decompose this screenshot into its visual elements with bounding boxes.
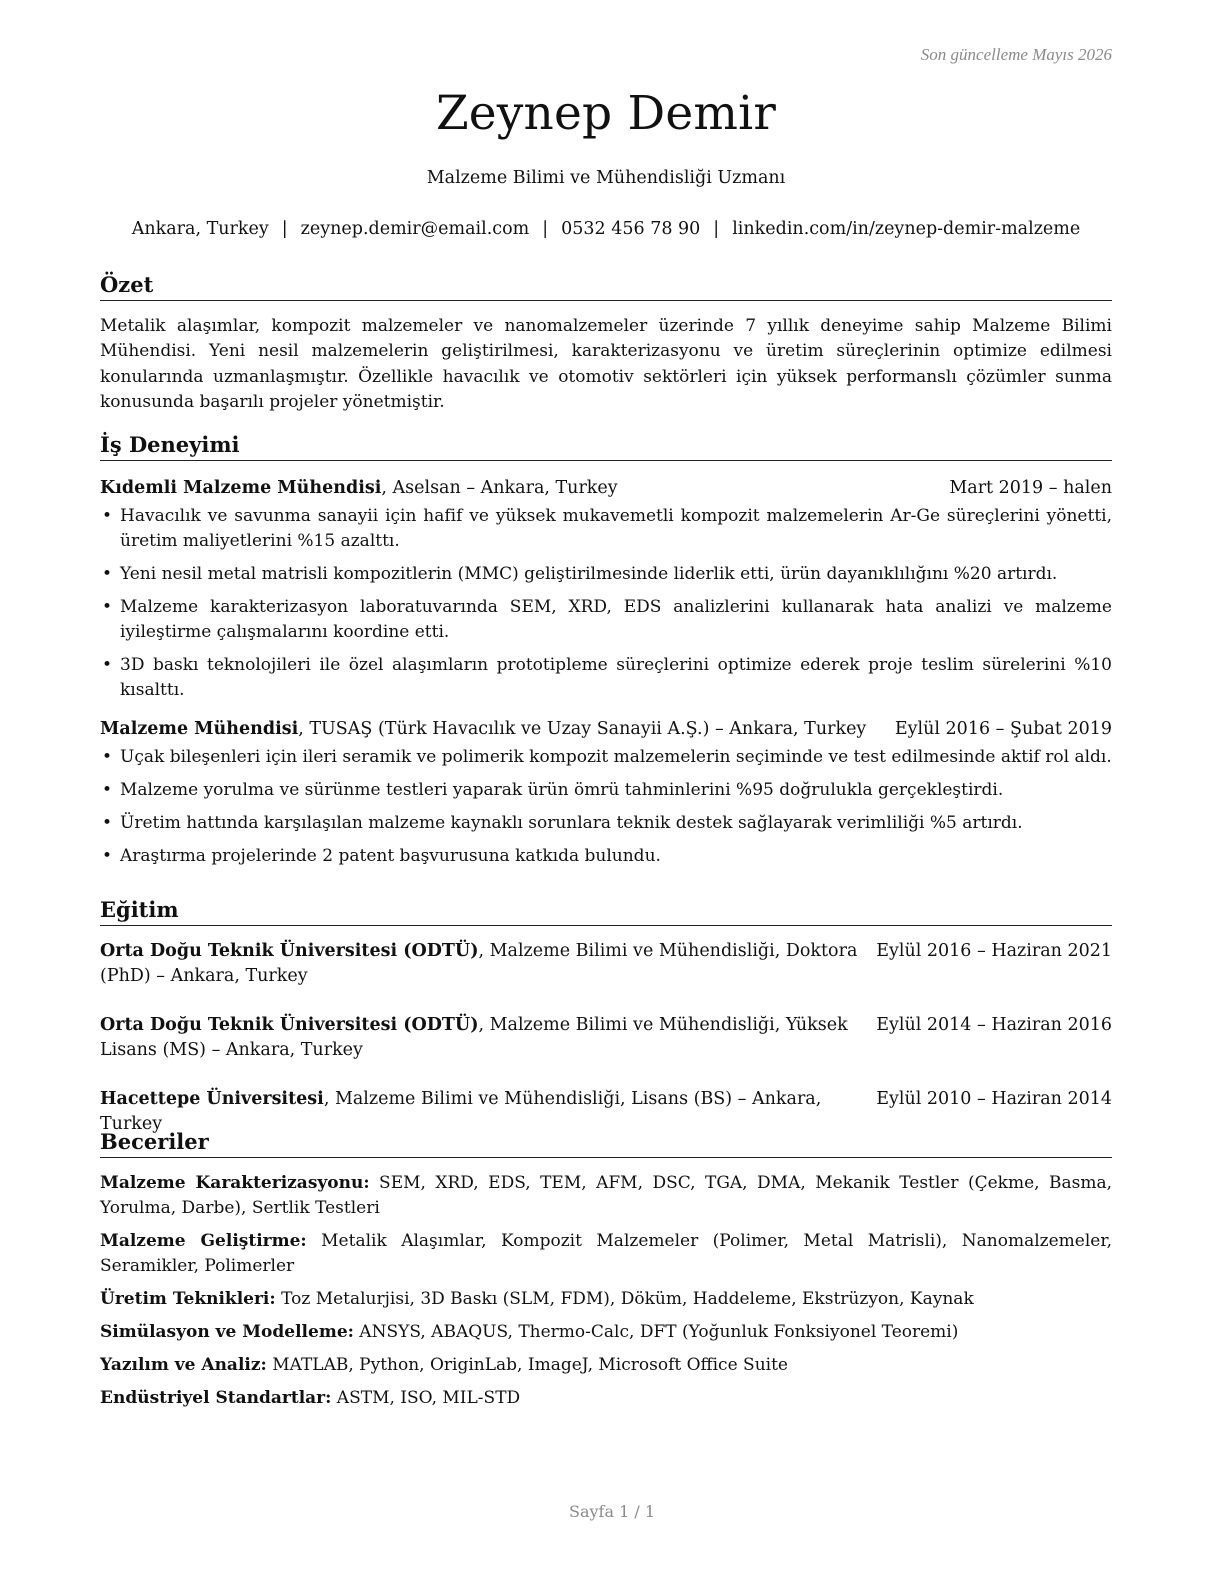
education-detail: , Malzeme Bilimi ve Mühendisliği, Lisans (BS) – Ankara, Turkey [100, 1089, 822, 1134]
skill-label: Yazılım ve Analiz: [100, 1355, 267, 1375]
job-role: Malzeme Mühendisi [100, 719, 299, 739]
skill-row [100, 1171, 1112, 1221]
skill-value: Metalik Alaşımlar, Kompozit Malzemeler (Polimer, Metal Matrisli), Nanomalzemeler, Seramikler, Polimerler [100, 1231, 1113, 1276]
job-bullet: • 3D baskı teknolojileri ile özel alaşımların prototipleme süreçlerini optimize ederek proje teslim sürelerini %10 kısalttı. [100, 653, 1112, 703]
section-title-experience: İş Deneyimi [100, 432, 1112, 461]
job-entry [100, 476, 1112, 703]
job-bullet: • Havacılık ve savunma sanayii için hafif ve yüksek mukavemetli kompozit malzemelerin Ar-Ge süreçlerini yönetti, üretim maliyetlerini %15 azalttı. [100, 504, 1112, 554]
skill-row [100, 1229, 1112, 1279]
skills-list [100, 1171, 1112, 1411]
skill-value: ASTM, ISO, MIL-STD [331, 1388, 521, 1408]
job-bullet: • Malzeme yorulma ve sürünme testleri yaparak ürün ömrü tahminlerini %95 doğrulukla gerçekleştirdi. [100, 778, 1112, 803]
skill-row [100, 1386, 1112, 1411]
experience-section [100, 432, 1112, 877]
job-dates: Mart 2019 – halen [949, 478, 1112, 498]
job-role: Kıdemli Malzeme Mühendisi [100, 478, 382, 498]
education-school: Orta Doğu Teknik Üniversitesi (ODTÜ) [100, 941, 479, 961]
person-name: Zeynep Demir [435, 86, 777, 141]
job-header [100, 476, 1112, 500]
contact-line [100, 219, 1112, 239]
section-title-education: Eğitim [100, 897, 1112, 926]
skill-label: Endüstriyel Standartlar: [100, 1388, 332, 1408]
job-bullets [100, 745, 1112, 869]
contact-email[interactable]: zeynep.demir@email.com [300, 219, 530, 239]
skill-value: ANSYS, ABAQUS, Thermo-Calc, DFT (Yoğunluk Fonksiyonel Teoremi) [353, 1322, 959, 1342]
last-updated: Son güncelleme Mayıs 2026 [920, 45, 1112, 64]
education-detail: , Malzeme Bilimi ve Mühendisliği, Doktora (PhD) – Ankara, Turkey [100, 941, 858, 986]
summary-text: Metalik alaşımlar, kompozit malzemeler ve nanomalzemeler üzerinde 7 yıllık deneyime sahip Malzeme Bilimi Mühendisi. Yeni nesil malzemelerin geliştirilmesi, karakterizasyonu ve üretim süreçlerinin optimize edilmesi konularında uzmanlaşmıştır. Özellikle havacılık ve otomotiv sektörleri için yüksek performanslı çözümler sunma konusunda başarılı projeler yönetmiştir. [100, 316, 1112, 412]
education-school: Orta Doğu Teknik Üniversitesi (ODTÜ) [100, 1015, 479, 1035]
skill-row [100, 1353, 1112, 1378]
skill-label: Üretim Teknikleri: [100, 1289, 276, 1309]
job-header [100, 717, 1112, 741]
contact-phone: 0532 456 78 90 [561, 219, 701, 239]
job-bullet: • Araştırma projelerinde 2 patent başvurusuna katkıda bulundu. [100, 844, 1112, 869]
contact-separator: | [542, 219, 549, 239]
education-dates: Eylül 2016 – Haziran 2021 [876, 941, 1112, 961]
skill-value: MATLAB, Python, OriginLab, ImageJ, Microsoft Office Suite [266, 1355, 788, 1375]
job-org: , TUSAŞ (Türk Havacılık ve Uzay Sanayii A.Ş.) – Ankara, Turkey [298, 719, 867, 739]
education-entry [100, 1013, 1112, 1063]
skill-label: Simülasyon ve Modelleme: [100, 1322, 354, 1342]
education-entry [100, 939, 1112, 989]
summary-section [100, 272, 1112, 415]
contact-linkedin[interactable]: linkedin.com/in/zeynep-demir-malzeme [732, 219, 1081, 239]
education-dates: Eylül 2014 – Haziran 2016 [876, 1015, 1112, 1035]
job-bullet: • Yeni nesil metal matrisli kompozitlerin (MMC) geliştirilmesinde liderlik etti, ürün dayanıklılığını %20 artırdı. [100, 562, 1112, 587]
job-bullet: • Üretim hattında karşılaşılan malzeme kaynaklı sorunlara teknik destek sağlayarak verimliliği %5 artırdı. [100, 811, 1112, 836]
job-bullet: • Malzeme karakterizasyon laboratuvarında SEM, XRD, EDS analizlerini kullanarak hata analizi ve malzeme iyileştirme çalışmalarını koordine etti. [100, 595, 1112, 645]
job-dates: Eylül 2016 – Şubat 2019 [894, 719, 1112, 739]
education-school: Hacettepe Üniversitesi [100, 1089, 324, 1109]
skill-label: Malzeme Karakterizasyonu: [100, 1173, 370, 1193]
job-bullet: • Uçak bileşenleri için ileri seramik ve polimerik kompozit malzemelerin seçiminde ve test edilmesinde aktif rol aldı. [100, 745, 1112, 770]
skill-value: SEM, XRD, EDS, TEM, AFM, DSC, TGA, DMA, Mekanik Testler (Çekme, Basma, Yorulma, Darbe), Sertlik Testleri [100, 1173, 1112, 1218]
job-org: , Aselsan – Ankara, Turkey [381, 478, 618, 498]
job-bullets [100, 504, 1112, 703]
contact-location: Ankara, Turkey [131, 219, 269, 239]
section-title-summary: Özet [100, 272, 1112, 301]
skills-section [100, 1129, 1112, 1419]
section-title-skills: Beceriler [100, 1129, 1112, 1158]
job-title: Malzeme Bilimi ve Mühendisliği Uzmanı [426, 168, 786, 188]
page-number: Sayfa 1 / 1 [568, 1502, 655, 1521]
skill-row [100, 1287, 1112, 1312]
contact-separator: | [713, 219, 720, 239]
contact-separator: | [281, 219, 288, 239]
education-dates: Eylül 2010 – Haziran 2014 [876, 1089, 1112, 1109]
education-section [100, 897, 1112, 1137]
education-detail: , Malzeme Bilimi ve Mühendisliği, Yüksek Lisans (MS) – Ankara, Turkey [100, 1015, 848, 1060]
skill-label: Malzeme Geliştirme: [100, 1231, 307, 1251]
skill-row [100, 1320, 1112, 1345]
job-entry [100, 717, 1112, 869]
skill-value: Toz Metalurjisi, 3D Baskı (SLM, FDM), Döküm, Haddeleme, Ekstrüzyon, Kaynak [275, 1289, 974, 1309]
